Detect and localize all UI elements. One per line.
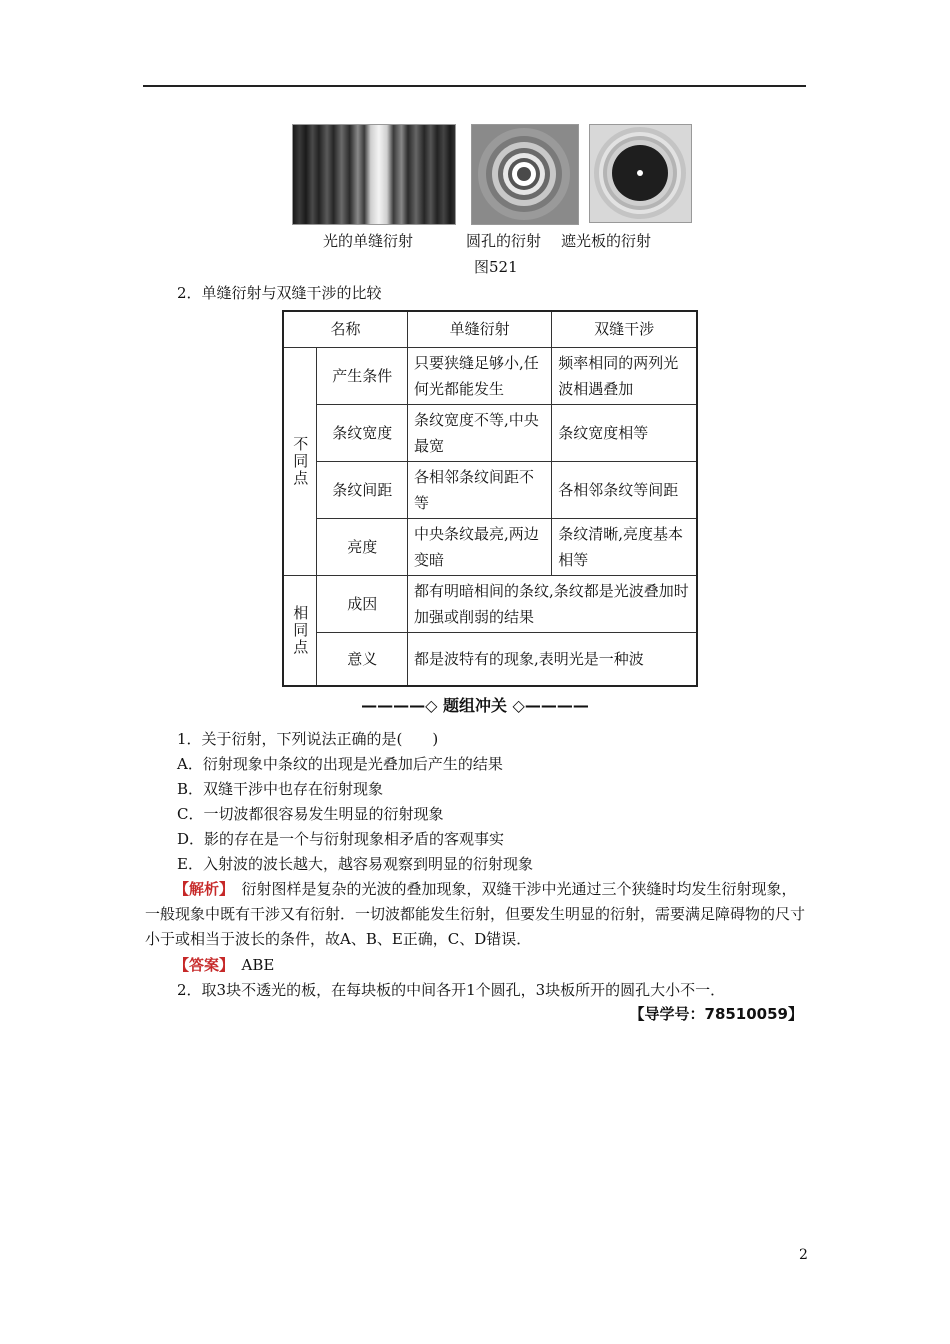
cell-double: 条纹清晰,亮度基本相等 [552,518,697,575]
header-double-slit: 双缝干涉 [552,311,697,347]
cell-common: 都有明暗相间的条纹,条纹都是光波叠加时加强或削弱的结果 [408,575,697,632]
cell-single: 中央条纹最亮,两边变暗 [408,518,552,575]
disk-caption: 遮光板的衍射 [561,232,652,250]
table-row [283,518,697,575]
cell-single: 各相邻条纹间距不等 [408,461,552,518]
answer-value: ABE [241,956,275,974]
header-name: 名称 [283,311,408,347]
page-number: 2 [799,1247,808,1263]
table-row [283,575,697,632]
option-b: B．双缝干涉中也存在衍射现象 [177,780,384,798]
question-1-stem: 1．关于衍射，下列说法正确的是( ) [177,730,439,748]
circular-hole-diffraction-image [471,124,579,225]
figure-label: 图521 [474,258,518,276]
answer-label: 【答案】 [174,956,227,974]
cell-single: 条纹宽度不等,中央最宽 [408,404,552,461]
cell-common: 都是波特有的现象,表明光是一种波 [408,632,697,686]
option-d: D．影的存在是一个与衍射现象相矛盾的客观事实 [177,830,505,848]
section-heading: 2．单缝衍射与双缝干涉的比较 [177,284,382,302]
row-name: 产生条件 [317,347,408,404]
row-name: 成因 [317,575,408,632]
row-name: 条纹宽度 [317,404,408,461]
table-row [283,632,697,686]
option-e: E．入射波的波长越大，越容易观察到明显的衍射现象 [177,855,533,873]
header-rule [143,85,806,87]
single-slit-diffraction-image [292,124,456,225]
analysis-label: 【解析】 [174,880,227,898]
guide-number: 【导学号：78510059】 [629,1005,803,1023]
section-separator: ————◇ 题组冲关 ◇———— [361,696,589,715]
analysis-text: 衍射图样是复杂的光波的叠加现象，双缝干涉中光通过三个狭缝时均发生衍射现象，一般现象中既有干涉又有衍射．一切波都能发生衍射，但要发生明显的衍射，需要满足障碍物的尺寸小于或相当于波长的条件，故A、B、E正确，C、D错误． [145,880,806,948]
single-slit-caption: 光的单缝衍射 [323,232,414,250]
option-c: C．一切波都很容易发生明显的衍射现象 [177,805,444,823]
table-row [283,347,697,404]
table-header-row [283,311,697,347]
cell-double: 频率相同的两列光波相遇叠加 [552,347,697,404]
analysis-paragraph [145,877,807,952]
row-name: 意义 [317,632,408,686]
group-differences: 不同点 [283,347,317,575]
header-single-slit: 单缝衍射 [408,311,552,347]
question-2-stem: 2．取3块不透光的板，在每块板的中间各开1个圆孔，3块板所开的圆孔大小不一． [177,981,726,999]
group-similarities: 相同点 [283,575,317,686]
opaque-disk-diffraction-image [589,124,692,223]
option-a: A．衍射现象中条纹的出现是光叠加后产生的结果 [177,755,503,773]
row-name: 条纹间距 [317,461,408,518]
table-row [283,461,697,518]
row-name: 亮度 [317,518,408,575]
table-row [283,404,697,461]
cell-double: 各相邻条纹等间距 [552,461,697,518]
answer-line [174,954,274,975]
comparison-table [282,310,698,687]
hole-caption: 圆孔的衍射 [466,232,542,250]
cell-single: 只要狭缝足够小,任何光都能发生 [408,347,552,404]
cell-double: 条纹宽度相等 [552,404,697,461]
